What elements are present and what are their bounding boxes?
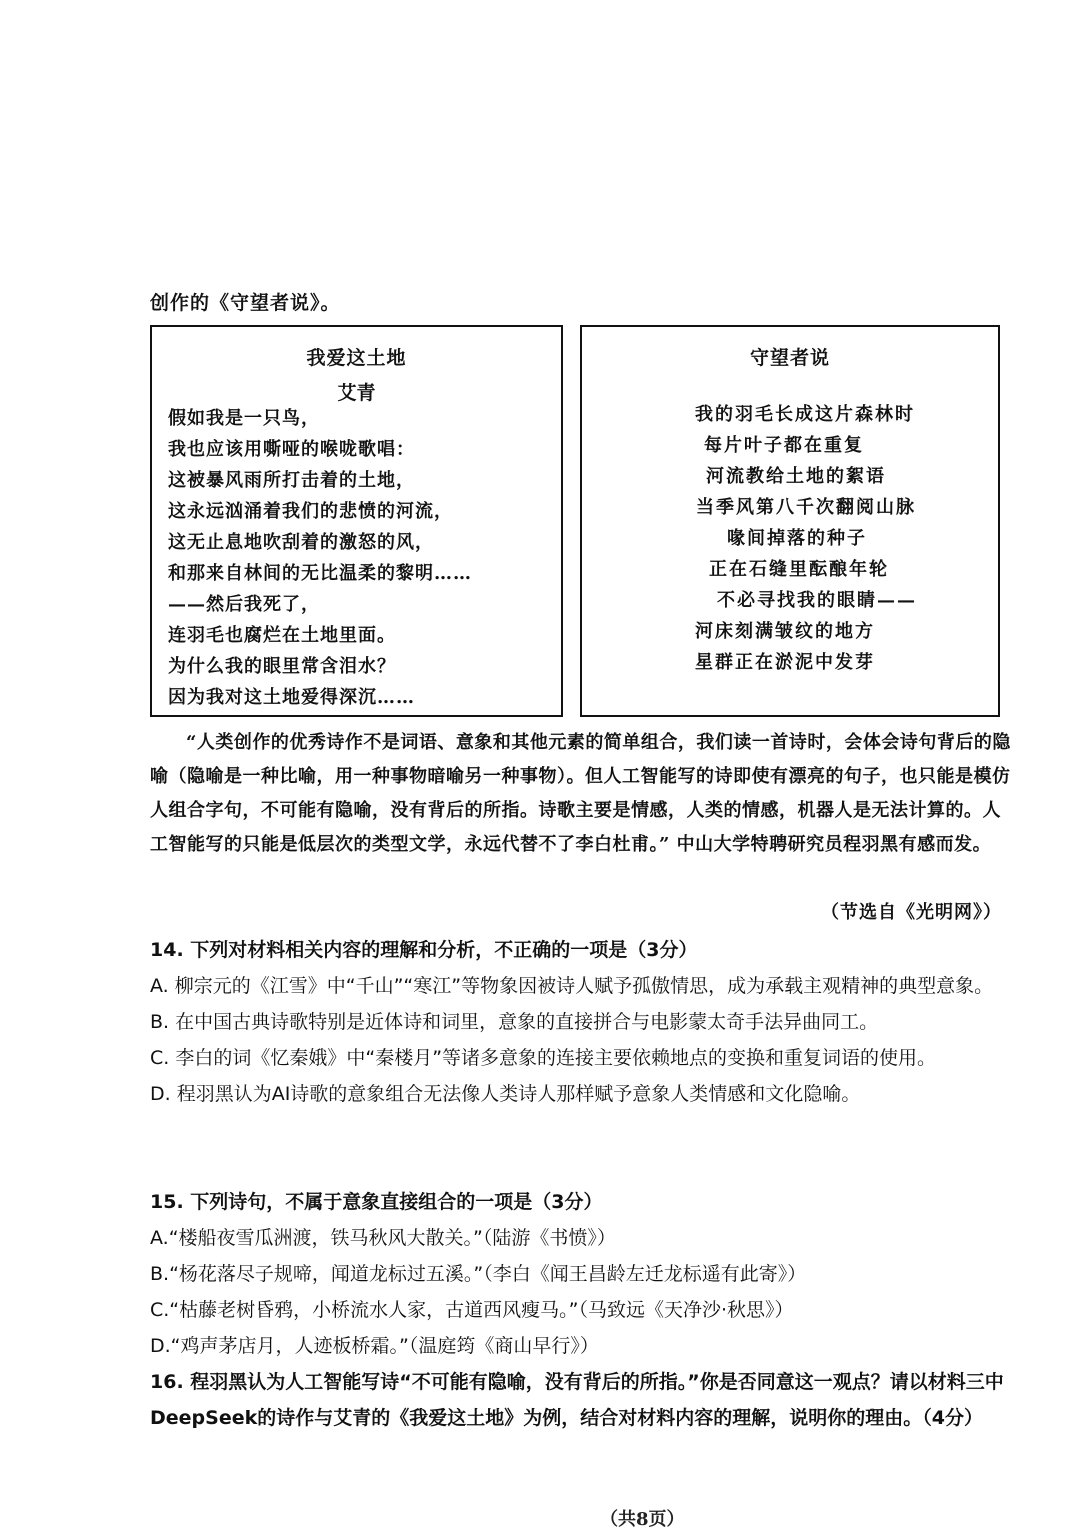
- poem-line: 这被暴风雨所打击着的土地，: [168, 470, 415, 491]
- poem-box-left: [150, 325, 563, 717]
- poem-line: 和那来自林间的无比温柔的黎明……: [168, 563, 472, 584]
- question-stem: 16. 程羽黑认为人工智能写诗“不可能有隐喻，没有背后的所指。”你是否同意这一观点？请以材料三中DeepSeek的诗作与艾青的《我爱这土地》为例，结合对材料内容的理解，说明你的理由。（4分）: [150, 1371, 1004, 1429]
- poem-line: 为什么我的眼里常含泪水？: [168, 656, 396, 677]
- question-stem: 15. 下列诗句，不属于意象直接组合的一项是（3分）: [150, 1191, 603, 1213]
- option-c: C.“枯藤老树昏鸦，小桥流水人家，古道西风瘦马。”（马致远《天净沙·秋思》）: [150, 1299, 794, 1321]
- question-14: [150, 932, 1016, 1112]
- poem-left-author: 艾青: [337, 382, 376, 404]
- question-15: [150, 1184, 1016, 1364]
- option-a: A.“楼船夜雪瓜洲渡，铁马秋风大散关。”（陆游《书愤》）: [150, 1227, 616, 1249]
- poem-line: 喙间掉落的种子: [727, 528, 867, 549]
- poem-box-right: [580, 325, 1000, 717]
- poem-line: 这永远汹涌着我们的悲愤的河流，: [168, 501, 453, 522]
- intro-line: 创作的《守望者说》。: [150, 292, 341, 314]
- poem-line: 我也应该用嘶哑的喉咙歌唱：: [168, 439, 415, 460]
- source-citation: （节选自《光明网》）: [821, 902, 1002, 923]
- poem-left-lines: [168, 403, 472, 713]
- poem-right-title: 守望者说: [749, 347, 830, 369]
- poem-line: 河床刻满皱纹的地方: [695, 621, 875, 642]
- poem-right-lines: [582, 399, 998, 678]
- poem-left-title: 我爱这土地: [306, 347, 407, 369]
- poem-line: 河流教给土地的絮语: [706, 466, 886, 487]
- poem-line: 星群正在淤泥中发芽: [695, 652, 875, 673]
- poem-line: 不必寻找我的眼睛——: [717, 590, 917, 611]
- option-d: D.“鸡声茅店月，人迹板桥霜。”（温庭筠《商山早行》）: [150, 1335, 599, 1357]
- option-b: B. 在中国古典诗歌特别是近体诗和词里，意象的直接拼合与电影蒙太奇手法异曲同工。: [150, 1011, 879, 1033]
- poem-line: 正在石缝里酝酿年轮: [709, 559, 889, 580]
- poem-line: 每片叶子都在重复: [704, 435, 864, 456]
- poem-line: 因为我对这土地爱得深沉……: [168, 687, 415, 708]
- poem-line: 这无止息地吹刮着的激怒的风，: [168, 532, 434, 553]
- poem-line: ——然后我死了，: [168, 594, 320, 615]
- question-16: [150, 1364, 1016, 1436]
- poem-line: 当季风第八千次翻阅山脉: [696, 497, 916, 518]
- poem-line: 我的羽毛长成这片森林时: [695, 404, 915, 425]
- option-d: D. 程羽黑认为AI诗歌的意象组合无法像人类诗人那样赋予意象人类情感和文化隐喻。: [150, 1083, 861, 1105]
- option-c: C. 李白的词《忆秦娥》中“秦楼月”等诸多意象的连接主要依赖地点的变换和重复词语的使用。: [150, 1047, 937, 1069]
- option-b: B.“杨花落尽子规啼，闻道龙标过五溪。”（李白《闻王昌龄左迁龙标遥有此寄》）: [150, 1263, 807, 1285]
- poem-line: 连羽毛也腐烂在土地里面。: [168, 625, 396, 646]
- page-footer: （共8页）: [600, 1509, 685, 1530]
- question-stem: 14. 下列对材料相关内容的理解和分析，不正确的一项是（3分）: [150, 939, 698, 961]
- option-a: A. 柳宗元的《江雪》中“千山”“寒江”等物象因被诗人赋予孤傲情思，成为承载主观精神的典型意象。: [150, 975, 994, 997]
- quote-paragraph: “人类创作的优秀诗作不是词语、意象和其他元素的简单组合，我们读一首诗时，会体会诗句背后的隐喻（隐喻是一种比喻，用一种事物暗喻另一种事物）。但人工智能写的诗即使有漂亮的句子，也只能是模仿人组合字句，不可能有隐喻，没有背后的所指。诗歌主要是情感，人类的情感，机器人是无法计算的。人工智能写的只能是低层次的类型文学，永远代替不了李白杜甫。” 中山大学特聘研究员程羽黑有感而发。: [150, 732, 1011, 855]
- poem-line: 假如我是一只鸟，: [168, 408, 320, 429]
